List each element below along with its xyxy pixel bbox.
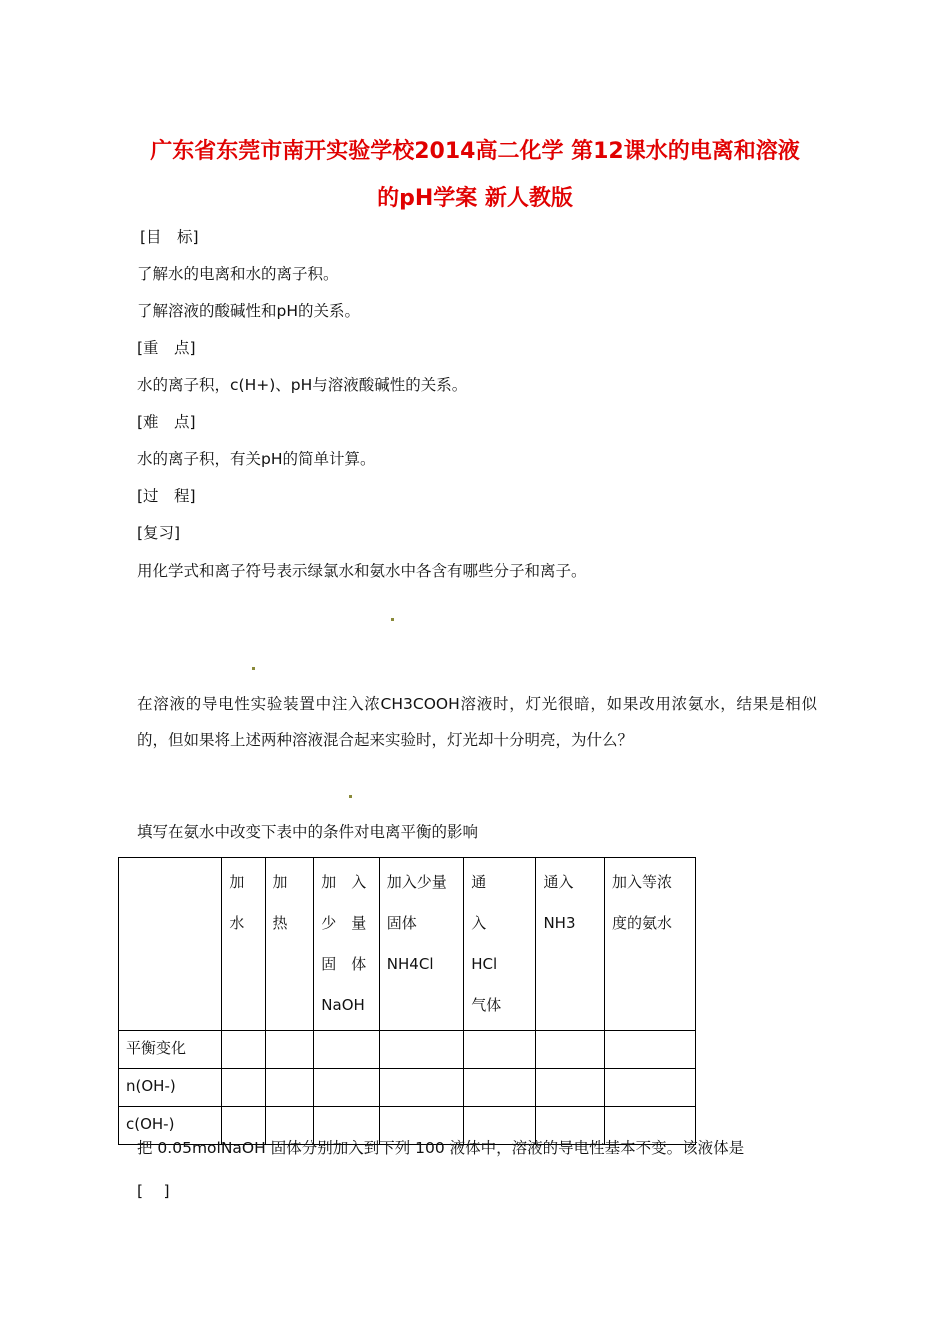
table-cell — [314, 1031, 380, 1069]
table-header-cell — [605, 858, 696, 1031]
scan-speck — [252, 667, 255, 670]
header-line: 少 量 — [321, 914, 367, 932]
keypoint-label: [重 点] — [137, 339, 196, 357]
table-cell — [536, 1031, 605, 1069]
answer-bracket: [ ] — [137, 1182, 170, 1200]
scan-speck — [349, 795, 352, 798]
header-line: 加 — [229, 873, 245, 891]
header-line: 固 体 — [321, 955, 367, 973]
table-header-cell — [536, 858, 605, 1031]
table-cell — [265, 1031, 314, 1069]
table-header-cell — [314, 858, 380, 1031]
table-cell — [464, 1069, 536, 1107]
ionization-equilibrium-table — [118, 857, 696, 1145]
table-intro: 填写在氨水中改变下表中的条件对电离平衡的影响 — [137, 823, 479, 841]
table-header-row — [119, 858, 696, 1031]
objective-item-1: 了解水的电离和水的离子积。 — [137, 265, 339, 283]
header-line: 加入少量 — [386, 873, 447, 891]
table-cell — [464, 1031, 536, 1069]
review-question-2: 在溶液的导电性实验装置中注入浓CH3COOH溶液时，灯光很暗，如果改用浓氨水，结果是相似的，但如果将上述两种溶液混合起来实验时，灯光却十分明亮，为什么？ — [137, 695, 817, 749]
header-line: 加 入 — [321, 873, 367, 891]
header-line: 固体 — [386, 914, 417, 932]
difficulty-label: [难 点] — [137, 413, 196, 431]
table-header-empty — [119, 858, 222, 1031]
table-row — [119, 1031, 696, 1069]
header-line: HCl — [471, 955, 498, 973]
table-cell — [314, 1069, 380, 1107]
review-label: [复习] — [137, 524, 181, 542]
document-title-line-1: 广东省东莞市南开实验学校2014高二化学 第12课水的电离和溶液 — [150, 139, 800, 164]
process-label: [过 程] — [137, 487, 196, 505]
table-cell — [222, 1069, 265, 1107]
header-line: 加 — [272, 873, 288, 891]
table-row — [119, 1069, 696, 1107]
table-header-cell — [222, 858, 265, 1031]
header-line: 通 入 — [471, 873, 517, 932]
table-header-cell — [379, 858, 463, 1031]
header-line: NH3 — [543, 914, 576, 932]
header-line: 热 — [272, 914, 288, 932]
header-line: NH4Cl — [386, 955, 434, 973]
difficulty-text: 水的离子积，有关pH的简单计算。 — [137, 450, 376, 468]
table-cell — [605, 1031, 696, 1069]
header-line: 加入等浓 — [612, 873, 673, 891]
header-line: 气体 — [471, 996, 502, 1014]
row-label: n(OH-) — [119, 1069, 222, 1107]
scan-speck — [391, 618, 394, 621]
header-line: NaOH — [321, 996, 365, 1014]
table-header-cell — [265, 858, 314, 1031]
keypoint-text: 水的离子积，c(H+)、pH与溶液酸碱性的关系。 — [137, 376, 468, 394]
table-header-cell — [464, 858, 536, 1031]
table-cell — [379, 1069, 463, 1107]
header-line: 度的氨水 — [612, 914, 673, 932]
objective-item-2: 了解溶液的酸碱性和pH的关系。 — [137, 302, 360, 320]
row-label: 平衡变化 — [119, 1031, 222, 1069]
header-line: 通入 — [543, 873, 574, 891]
question-3-text: 把 0.05molNaOH 固体分别加入到下列 100 液体中，溶液的导电性基本不变。该液体是 — [137, 1139, 745, 1157]
table-cell — [265, 1069, 314, 1107]
table-cell — [379, 1031, 463, 1069]
table-cell — [536, 1069, 605, 1107]
table-cell — [605, 1069, 696, 1107]
header-line: 水 — [229, 914, 245, 932]
review-question-1: 用化学式和离子符号表示绿氯水和氨水中各含有哪些分子和离子。 — [137, 562, 587, 580]
objective-label: [目 标] — [140, 228, 199, 246]
table-cell — [222, 1031, 265, 1069]
row-label: c(OH-) — [119, 1107, 222, 1145]
document-title-line-2: 的pH学案 新人教版 — [377, 186, 573, 211]
